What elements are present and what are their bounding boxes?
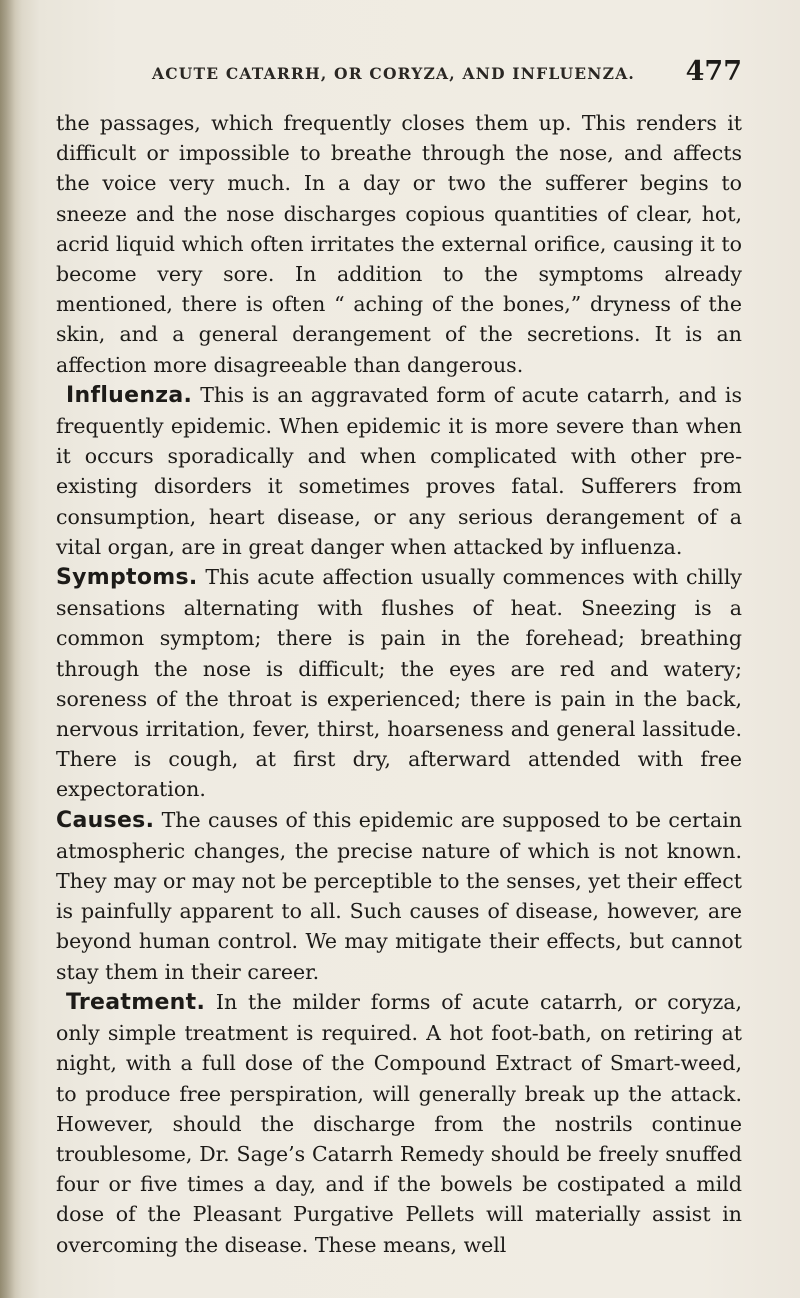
binding-shadow xyxy=(0,0,22,1298)
paragraph-text: The causes of this epidemic are supposed to be certain atmospheric changes, the precise nature of which is not known. They may or may not be perceptible to the senses, yet their effect is painfully apparent to all. Such causes of disease, however, are beyond human control. We may mitigate their effects, but cannot stay them in their career. xyxy=(56,807,742,984)
section-heading-treatment: Treatment. xyxy=(66,989,206,1015)
paragraph-causes xyxy=(56,805,742,987)
paragraph-text: This acute affection usually commences with chilly sensations alternating with flushes of heat. Sneezing is a common symptom; there is pain in the forehead; breathing through the nose is difficult; the eyes are red and watery; soreness of the throat is experienced; there is pain in the back, nervous irritation, fever, thirst, hoarseness and general lassitude. There is cough, at first dry, afterward attended with free expectoration. xyxy=(56,565,742,802)
body-text xyxy=(56,108,742,1260)
page-header xyxy=(152,56,742,100)
running-head: ACUTE CATARRH, OR CORYZA, AND INFLUENZA. xyxy=(152,64,636,83)
page-number: 477 xyxy=(685,56,742,87)
section-heading-symptoms: Symptoms. xyxy=(56,565,198,591)
paragraph-continuation xyxy=(56,108,742,380)
paragraph-text: In the milder forms of acute catarrh, or coryza, only simple treatment is required. A hot foot-bath, on retiring at night, with a full dose of the Compound Extract of Smart-weed, to produce free perspiration, will generally break up the attack. However, should the discharge from the nostrils continue troublesome, Dr. Sage’s Catarrh Remedy should be freely snuffed four or five times a day, and if the bowels be costipated a mild dose of the Pleasant Purgative Pellets will materially assist in overcoming the disease. These means, well xyxy=(56,989,742,1257)
section-heading-influenza: Influenza. xyxy=(66,382,193,408)
paragraph-influenza xyxy=(56,380,742,562)
paragraph-text: the passages, which frequently closes them up. This renders it difficult or impossible to breathe through the nose, and affects the voice very much. In a day or two the sufferer begins to sneeze and the nose discharges copious quantities of clear, hot, acrid liquid which often irritates the external orifice, causing it to become very sore. In addition to the symptoms already mentioned, there is often “ aching of the bones,” dryness of the skin, and a general derangement of the secretions. It is an affection more disagreeable than dangerous. xyxy=(56,111,742,377)
paragraph-treatment xyxy=(56,987,742,1260)
paragraph-text: This is an aggravated form of acute catarrh, and is frequently epidemic. When epidemic it is more severe than when it occurs sporadically and when complicated with other pre-existing disorders it sometimes proves fatal. Sufferers from consumption, heart disease, or any serious derangement of a vital organ, are in great danger when attacked by influenza. xyxy=(56,382,742,559)
paragraph-symptoms xyxy=(56,562,742,805)
section-heading-causes: Causes. xyxy=(56,807,155,833)
